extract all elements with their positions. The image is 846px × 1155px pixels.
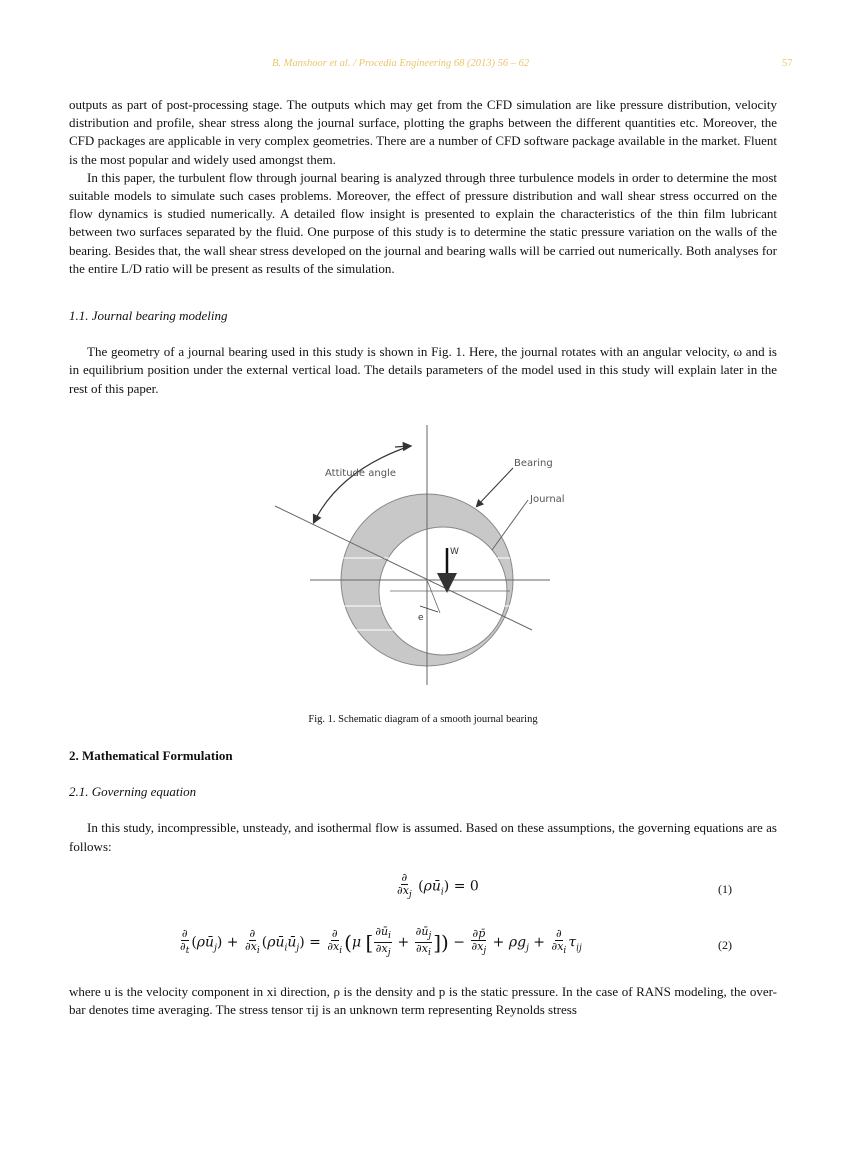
paragraph-1: outputs as part of post-processing stage. The outputs which may get from the CFD simulation are like pressure distribution, velocity distribution and profile, shear stress along the journal surface, plotting the graphs between the different quantities etc. Moreover, the CFD packages are applicable in very complex geometries. There are a number of CFD software package available in the market. Fluent is the most popular and widely used amongst them.	[69, 97, 777, 167]
load-label: W	[450, 547, 459, 557]
journal-label: Journal	[530, 494, 565, 505]
header-citation: B. Manshoor et al. / Procedia Engineering 68 (2013) 56 – 62	[272, 58, 530, 69]
subsection-2-1-title: 2.1. Governing equation	[69, 784, 197, 800]
equation-2-number: (2)	[718, 938, 732, 952]
subsection-1-1-title: 1.1. Journal bearing modeling	[69, 308, 228, 323]
closing-text	[69, 983, 777, 1019]
subsection-2-1-text: In this study, incompressible, unsteady, and isothermal flow is assumed. Based on these assumptions, the governing equations are as follows:	[69, 820, 777, 854]
page-number: 57	[782, 58, 793, 69]
subsection-1-1	[69, 307, 777, 398]
intro-text	[69, 96, 777, 278]
eccentricity-label: e	[418, 613, 424, 623]
subsection-1-1-text: The geometry of a journal bearing used in this study is shown in Fig. 1. Here, the journal rotates with an angular velocity, ω and is in equilibrium position under the external vertical load. The details parameters of the model used in this study will explain later in the rest of this paper.	[69, 344, 777, 396]
figure-caption: Fig. 1. Schematic diagram of a smooth journal bearing	[308, 714, 538, 725]
paragraph-2: In this paper, the turbulent flow through journal bearing is analyzed through three turbulence models in order to determine the most suitable models to simulate such cases problems. Moreover, the effect of pressure distribution and wall shear stress occurred on the flow dynamics is studied numerically. A detailed flow insight is presented to explain the characteristics of the thin film lubricant between two surfaces separated by the fluid. One purpose of this study is to determine the static pressure variation on the walls of the bearing. Besides that, the wall shear stress developed on the journal and bearing walls will be carried out numerically. Both analyses for the entire L/D ratio will be present as results of the simulation.	[69, 169, 777, 276]
closing-paragraph: where u is the velocity component in xi direction, ρ is the density and p is the static pressure. In the case of RANS modeling, the over-bar denotes time averaging. The stress tensor τij is an unknown term representing Reynolds stress	[69, 984, 777, 1018]
equation-1: $\frac{\partial}{\partial x_j}$ $(\rho ū_i) = 0$	[397, 871, 479, 901]
journal-bearing-figure	[270, 420, 590, 690]
section-2	[69, 747, 777, 856]
equation-1-number: (1)	[718, 882, 732, 896]
equation-2: $\frac{\partial}{\partial_t}$ $(\rho ū_j)$ + $\frac{\partial}{\partial x_i}$ $(\rho ū_iū_j)$ = $\frac{\partial}{\partial x_i}$ (μ [ $\frac{\partial ū_i}{\partial x_j}$ + $\frac{\partial ū_j}{\partial x_i}$ ]) − $\frac{\partial p̄}{\partial x_j}$ + $\rho g_j$ + $\frac{\partial}{\partial x_i}$ $\tau_{ij}$	[180, 925, 582, 959]
bearing-label: Bearing	[514, 458, 553, 469]
attitude-angle-label: Attitude angle	[325, 468, 396, 479]
section-2-title: 2. Mathematical Formulation	[69, 748, 233, 763]
